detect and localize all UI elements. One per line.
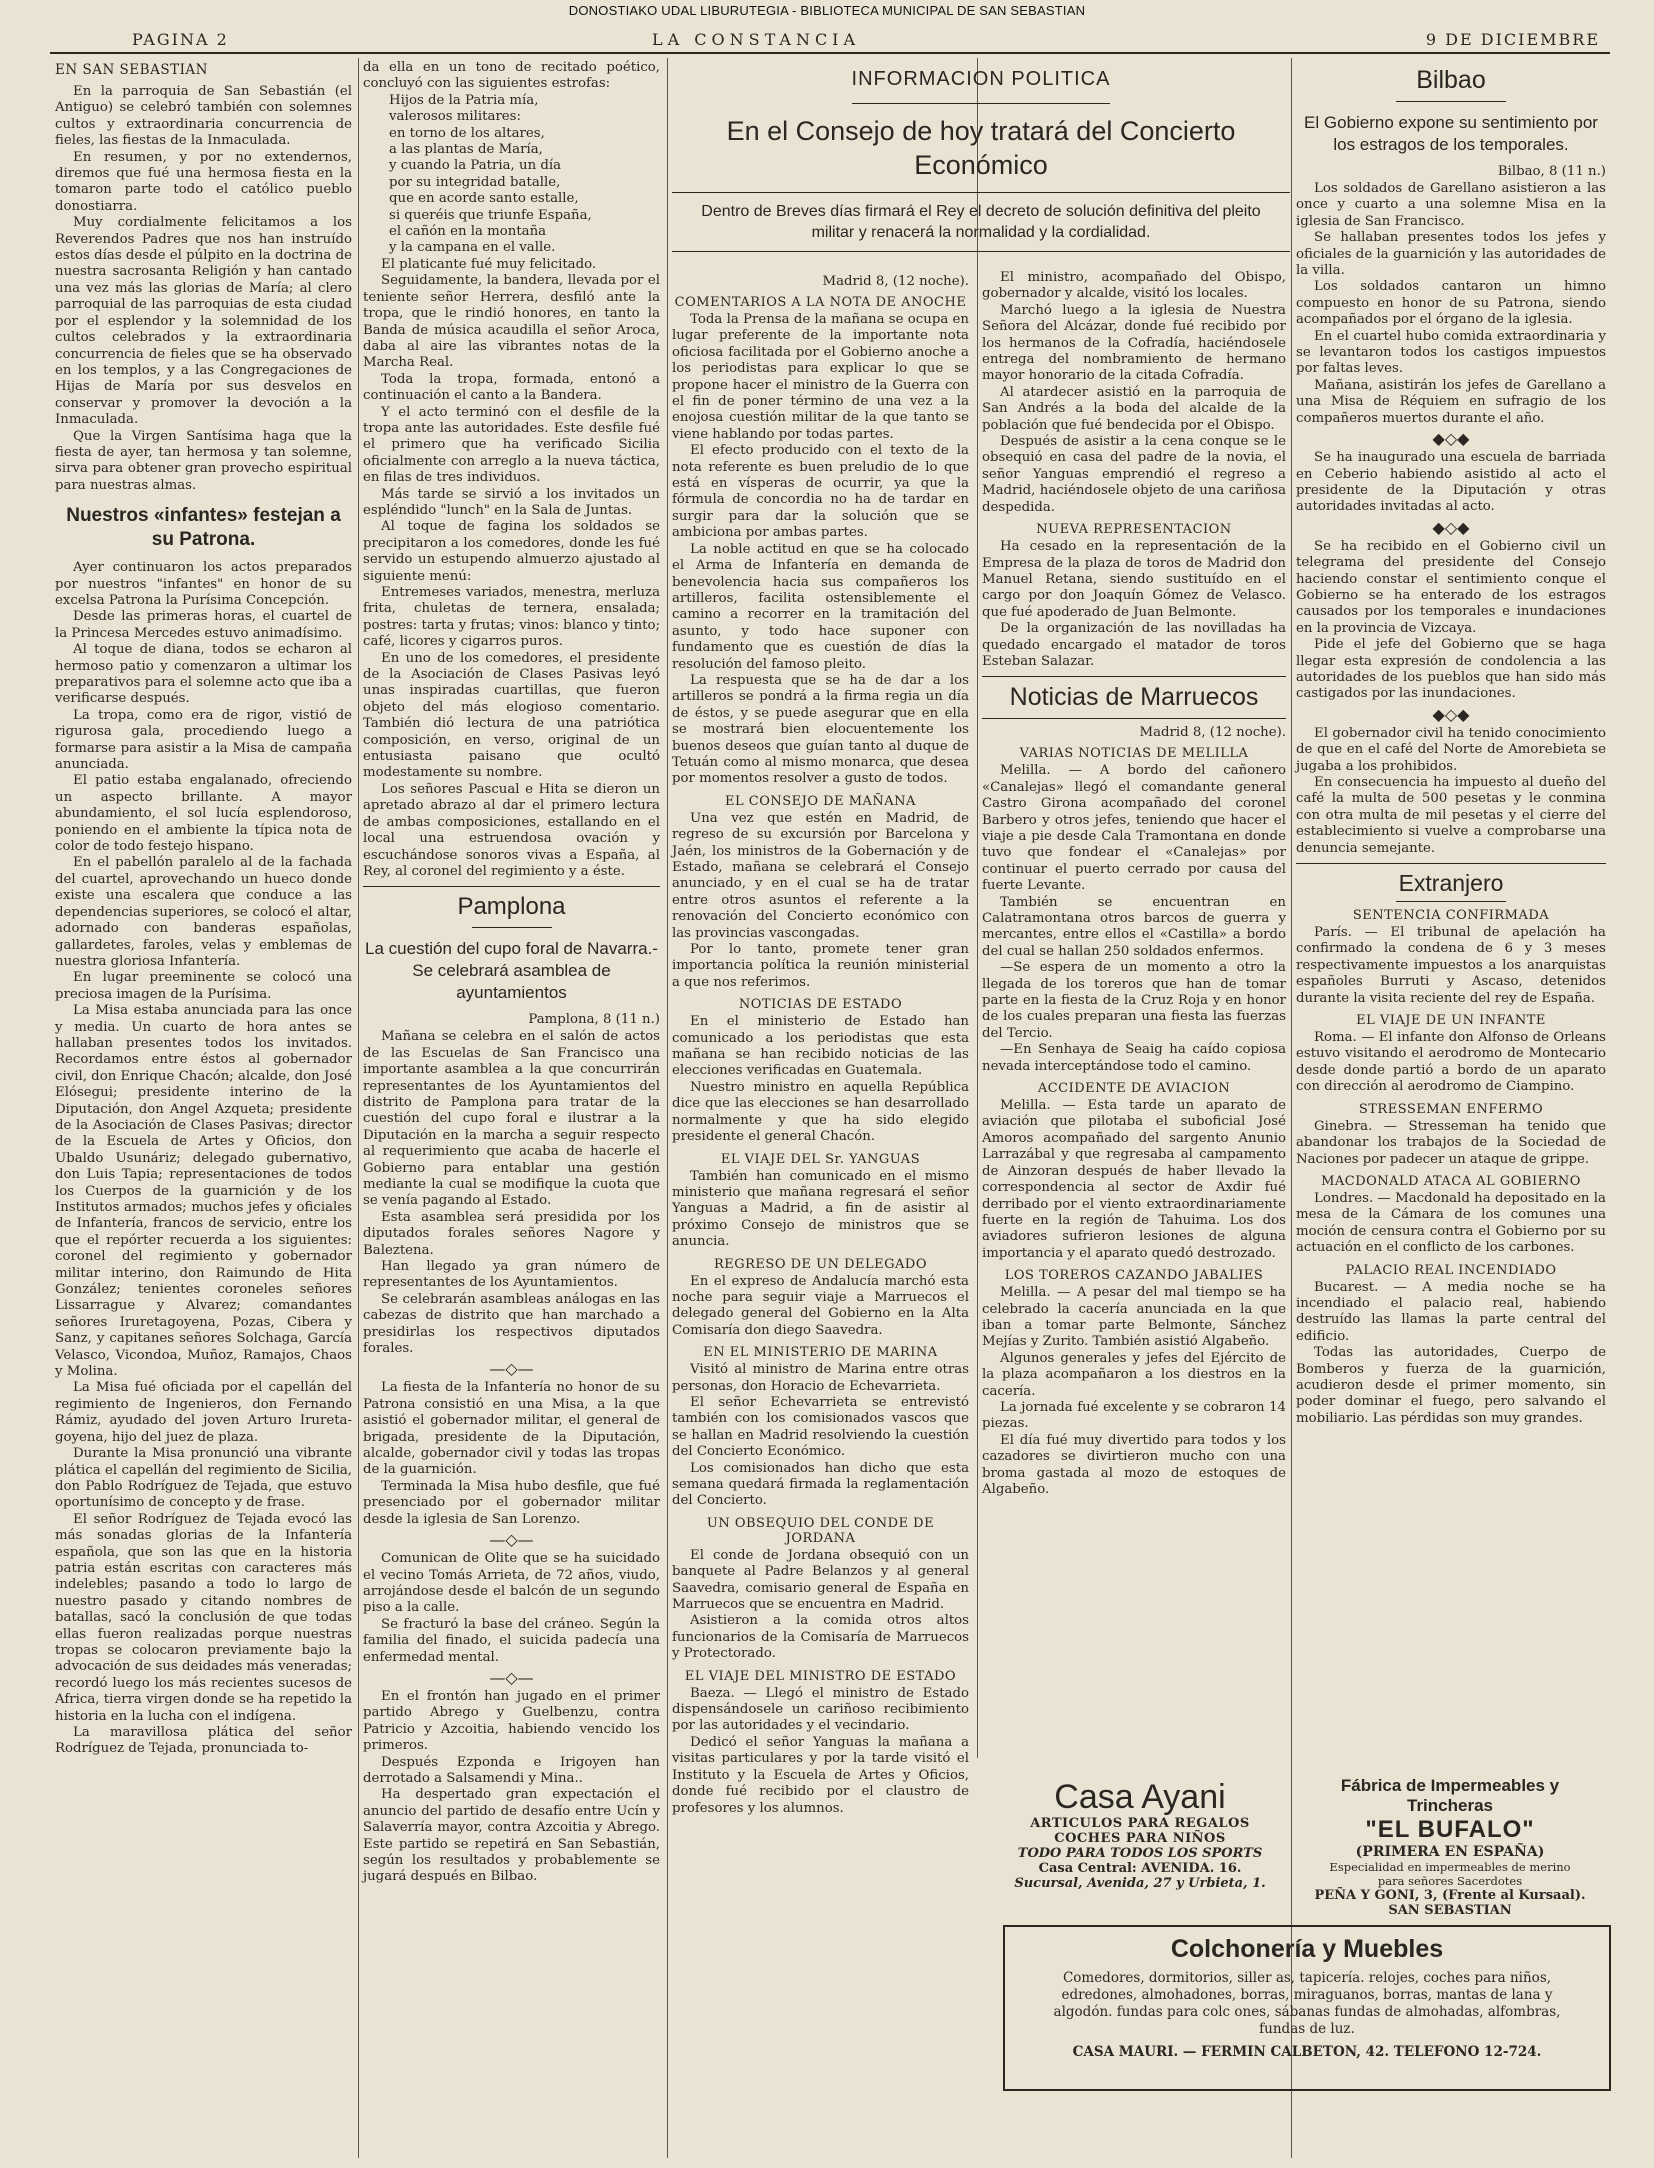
paragraph: da ella en un tono de recitado poético, concluyó con las siguientes estrofas: xyxy=(363,60,660,92)
paragraph: El señor Echevarrieta se entrevistó también con los comisionados vascos que se hallan en Madrid resolviendo la cuestión del Concierto Económico. xyxy=(672,1394,969,1460)
section-rule xyxy=(982,676,1286,677)
subsection-title: EL CONSEJO DE MAÑANA xyxy=(725,793,916,809)
section-rule xyxy=(1396,101,1506,102)
paragraph: Se ha recibido en el Gobierno civil un telegrama del presidente del Consejo haciendo constar el sentimiento conque el Gobierno se ha enterado de los estragos causados por los temporales e inundaciones en la provincia de Vizcaya. xyxy=(1296,538,1606,636)
section-rule xyxy=(1296,863,1606,864)
column-divider xyxy=(977,58,978,1758)
section-title: Noticias de Marruecos xyxy=(1009,683,1259,712)
main-headline: En el Consejo de hoy tratará del Concierto Económico xyxy=(726,116,1236,180)
paragraph: En el expreso de Andalucía marchó esta noche para seguir viaje a Marruecos el delegado general del Gobierno en la Alta Comisaría don diego Saavedra. xyxy=(672,1273,969,1338)
paragraph: Durante la Misa pronunció una vibrante plática el capellán del regimiento de Sicilia, don Pablo Rodríguez de Tejada, que estuvo oportunísimo de concepto y de frase. xyxy=(55,1446,352,1511)
paragraph: La respuesta que se ha de dar a los artilleros se pondrá a la firma regia un día de éstos, y se puede asegurar que en ella se mostrará bien elocuentemente los buenos deseos que guían tanto al duque de Tetuán como al mismo monarca, que desea por momentos resolver a gusto de todos. xyxy=(672,672,969,787)
column-1 xyxy=(55,60,352,2160)
dateline: Bilbao, 8 (11 n.) xyxy=(1497,164,1606,179)
verse-line: y la campana en el valle. xyxy=(389,240,556,256)
paragraph: De la organización de las novilladas ha quedado encargado el matador de toros Esteban Salazar. xyxy=(982,621,1286,669)
paragraph: En el ministerio de Estado han comunicado a los periodistas que esta mañana se han recibido noticias de las elecciones verificadas en Guatemala. xyxy=(672,1014,969,1079)
paragraph: Que la Virgen Santísima haga que la fiesta de ayer, tan hermosa y tan solemne, sirva para obtener gran provecho espiritual para nuestras almas. xyxy=(55,428,352,493)
subsection-title: EL VIAJE DEL MINISTRO DE ESTADO xyxy=(684,1668,957,1684)
subsection-title: STRESSEMAN ENFERMO xyxy=(1358,1101,1544,1117)
section-rule xyxy=(1396,901,1506,902)
subsection-title: UN OBSEQUIO DEL CONDE DE JORDANA xyxy=(706,1515,935,1546)
separator-ornament: ◆◇◆ xyxy=(1432,429,1470,449)
paragraph: En la parroquia de San Sebastián (el Antiguo) se celebró también con solemnes cultos y extraordinaria concurrencia de fieles, las fiestas de la Inmaculada. xyxy=(55,84,352,149)
subheadline: Dentro de Breves días firmará el Rey el decreto de solución definitiva del pleito militar y renacerá la normalidad y la cordialidad. xyxy=(701,203,1261,241)
ad-casa-ayani xyxy=(995,1778,1285,1913)
ad-line: Fábrica de Impermeables y Trincheras xyxy=(1340,1776,1560,1815)
paragraph: La Misa estaba anunciada para las once y media. Un cuarto de hora antes se hallaban presentes todos los invitados. Recordamos entre éstos al gobernador civil, don Enrique Chacón; alcalde, don José Elósegui; presidente interino de la Diputación, don Angel Azqueta; presidente de la Asociación de Clases Pasivas; director de la Escuela de Artes y Oficios, don Ubaldo Usunáriz; delegado gubernativo, don Luis Tapia; representaciones de todos los Cuerpos de la guarnición y de los Institutos armados; muchos jefes y oficiales de Infantería, francos de servicio, entre los que el repórter recuerda a los siguientes: coronel del regimiento y gobernador militar interino, don Raimundo de Hita González; tenientes coroneles señores Lissarrague y Alvarez; comandantes señores Iruretagoyena, Pozas, Cibera y Sanz, y capitanes señores Solchaga, García Velasco, Vicondoa, Muñoz, Ramajos, Chaos y Molina. xyxy=(55,1003,352,1380)
subsection-title: NUEVA REPRESENTACION xyxy=(1036,522,1232,538)
paragraph: Bucarest. — A media noche se ha incendiado el palacio real, habiendo destruído las llamas la parte central del edificio. xyxy=(1296,1279,1606,1344)
paragraph: En resumen, y por no extendernos, diremos que fué una hermosa fiesta en la tomaron parte todo el católico pueblo donostiarra. xyxy=(55,149,352,214)
paragraph: El ministro, acompañado del Obispo, gobernador y alcalde, visitó los locales. xyxy=(982,270,1286,302)
column-2 xyxy=(363,60,660,2160)
ad-line: TODO PARA TODOS LOS SPORTS xyxy=(1017,1846,1263,1861)
subsection-title: ACCIDENTE DE AVIACION xyxy=(1037,1081,1231,1097)
paragraph: Dedicó el señor Yanguas la mañana a visitas particulares y por la tarde visitó el Instituto y la Escuela de Artes y Oficios, donde fué recibido por el claustro de profesores y los alumnos. xyxy=(672,1734,969,1816)
paragraph: Muy cordialmente felicitamos a los Reverendos Padres que nos han instruído estos días desde el púlpito en la doctrina de nuestra sacrosanta Religión y han cantado una vez más las glorias de María; al clero parroquial de las parroquias de esta ciudad por el esplendor y la solemnidad de los cultos celebrados y la extraordinaria concurrencia de fieles que se ha observado en los templos, y a las Congregaciones de Hijas de María por sus desvelos en conservar y promover la devoción a la Inmaculada. xyxy=(55,215,352,428)
column-5 xyxy=(1296,60,1606,1760)
page-number: PAGINA 2 xyxy=(132,30,229,49)
paragraph: Los señores Pascual e Hita se dieron un apretado abrazo al dar el primero lectura de ambas composiciones, estallando en el local una estruendosa ovación y escuchándose sonoros vivas a España, al Rey, al coronel del regimiento y a éste. xyxy=(363,781,660,879)
subsection-title: SENTENCIA CONFIRMADA xyxy=(1352,908,1550,924)
dateline: Madrid 8, (12 noche). xyxy=(822,274,969,289)
paragraph: Melilla. — A bordo del cañonero «Canalejas» llegó el comandante general Castro Girona acompañado del coronel Barbero y otros jefes, teniendo que hacer el viaje a pie desde Cala Tramontana en donde tuvo que fondear el «Canalejas» por continuar el puerto cerrado por causa del fuerte Levante. xyxy=(982,763,1286,894)
paragraph: —Se espera de un momento a otro la llegada de los toreros que han de tomar parte en la fiesta de la Cruz Roja y en honor de los cuales preparan una fiesta las fuerzas del Tercio. xyxy=(982,960,1286,1041)
paragraph: Al toque de fagina los soldados se precipitaron a los comedores, donde les fué servido un estupendo almuerzo ajustado al siguiente menú: xyxy=(363,519,660,584)
subsection-title: NOTICIAS DE ESTADO xyxy=(738,997,903,1013)
paragraph: Después de asistir a la cena conque se le obsequió en casa del padre de la novia, el señor Yanguas emprendió el regreso a Madrid, haciéndosele objeto de una cariñosa despedida. xyxy=(982,434,1286,515)
subsection-title: VARIAS NOTICIAS DE MELILLA xyxy=(1019,746,1249,762)
subsection-title: REGRESO DE UN DELEGADO xyxy=(713,1256,928,1272)
verse-line: que en acorde santo estalle, xyxy=(389,191,579,207)
section-rule xyxy=(852,103,1110,104)
subsection-title: EL VIAJE DE UN INFANTE xyxy=(1356,1013,1546,1029)
paragraph: Mañana se celebra en el salón de actos de las Escuelas de San Francisco una importante asamblea a la que concurrirán representantes de los Ayuntamientos del distrito de Pamplona para tratar de la cuestión del cupo foral e ilustrar a la Diputación en la marcha a seguir respecto al requerimiento que acaba de hacerle el Gobierno para entablar una gestión mediante la cual se modifique la cuota que se venía pagando al Estado. xyxy=(363,1029,660,1209)
separator-ornament: —◇— xyxy=(489,1667,534,1687)
paragraph: Toda la Prensa de la mañana se ocupa en lugar preferente de la importante nota oficiosa facilitada por el Gobierno anoche a los periodistas para explicar lo que se propone hacer el ministro de la Guerra con el fin de poner término de una vez a la enojosa cuestión militar de la que tanto se viene hablando por todas partes. xyxy=(672,312,969,442)
section-rule xyxy=(672,192,1290,193)
paragraph: La maravillosa plática del señor Rodríguez de Tejada, pronunciada to- xyxy=(55,1725,352,1757)
paragraph: Terminada la Misa hubo desfile, que fué presenciado por el gobernador militar desde la iglesia de San Lorenzo. xyxy=(363,1478,660,1527)
ad-line: (PRIMERA EN ESPAÑA) xyxy=(1355,1844,1545,1860)
paragraph: El efecto producido con el texto de la nota referente es buen preludio de lo que está en vísperas de ocurrir, ya que la fórmula de concordia no ha de tardar en surgir para dar la solución que se ambiciona por ambas partes. xyxy=(672,443,969,541)
paragraph: Y el acto terminó con el desfile de la tropa ante las autoridades. Este desfile fué el primero que ha verificado Sicilia oficialmente con arreglo a la nueva táctica, en filas de tres individuos. xyxy=(363,404,660,486)
paragraph: Todas las autoridades, Cuerpo de Bomberos y fuerza de la guarnición, acudieron desde el primer momento, sin poder dominar el fuego, pero salvando el mobiliario. Las pérdidas son muy grandes. xyxy=(1296,1345,1606,1426)
paragraph: Ha despertado gran expectación el anuncio del partido de desafío entre Ucín y Salaverría mayor, contra Azcoitia y Abrego. Este partido se repetirá en San Sebastián, según los resultados y probablemente se jugará después en Bilbao. xyxy=(363,1787,660,1885)
ad-colchoneria xyxy=(1003,1925,1611,2091)
subsection-title: LOS TOREROS CAZANDO JABALIES xyxy=(1004,1268,1264,1284)
paragraph: La Misa fué oficiada por el capellán del regimiento de Ingenieros, don Fernando Rámiz, ayudado del joven Arturo Iruretagoyena, hijo del juez de plaza. xyxy=(55,1380,352,1445)
paragraph: El conde de Jordana obsequió con un banquete al Padre Belanzos y al general Saavedra, comisario general de España en Marruecos que se encuentra en Madrid. xyxy=(672,1547,969,1613)
paragraph: La jornada fué excelente y se cobraron 14 piezas. xyxy=(982,1399,1286,1432)
column-divider xyxy=(358,58,359,2158)
paragraph: La fiesta de la Infantería no honor de su Patrona consistió en una Misa, a la que asistió el gobernador militar, el general de brigada, presidente de la Diputación, alcalde, gobernador civil y todas las tropas de la guarnición. xyxy=(363,1380,660,1478)
paragraph: En uno de los comedores, el presidente de la Asociación de Clases Pasivas leyó unas inspiradas cuartillas, que fueron objeto del más elogioso comentario. También dió lectura de una patriótica composición, en verso, original de un entusiasta paisano que ocultó modestamente su nombre. xyxy=(363,650,660,781)
paragraph: Los soldados de Garellano asistieron a las once y cuarto a una solemne Misa en la iglesia de San Francisco. xyxy=(1296,181,1606,229)
paragraph: Al toque de diana, todos se echaron al hermoso patio y comenzaron a ultimar los preparativos para el solemne acto que iba a verificarse después. xyxy=(55,642,352,707)
section-title: Pamplona xyxy=(457,893,566,921)
paragraph: Toda la tropa, formada, entonó a continuación el canto a la Bandera. xyxy=(363,371,660,404)
issue-date: 9 DE DICIEMBRE xyxy=(1425,30,1600,49)
paragraph: En lugar preeminente se colocó una preciosa imagen de la Purísima. xyxy=(55,970,352,1002)
politics-headblock xyxy=(672,60,1290,260)
subsection-title: PALACIO REAL INCENDIADO xyxy=(1345,1262,1557,1278)
paragraph: La tropa, como era de rigor, vistió de rigurosa gala, procediendo luego a formarse para asistir a la Misa de campaña anunciada. xyxy=(55,707,352,773)
article-heading: El Gobierno expone su sentimiento por los estragos de los temporales. xyxy=(1304,113,1598,154)
paragraph: Se celebrarán asambleas análogas en las cabezas de distrito que han marchado a presidirlas los respectivos diputados forales. xyxy=(363,1291,660,1357)
section-title: Bilbao xyxy=(1416,66,1486,94)
subsection-title: COMENTARIOS A LA NOTA DE ANOCHE xyxy=(674,295,967,310)
verse-line: si queréis que triunfe España, xyxy=(389,207,592,223)
ad-line: SAN SEBASTIAN xyxy=(1388,1903,1512,1918)
article-heading: La cuestión del cupo foral de Navarra.- Se celebrará asamblea de ayuntamientos xyxy=(365,939,658,1003)
subsection-title: EN EL MINISTERIO DE MARINA xyxy=(703,1345,938,1361)
section-title: INFORMACION POLITICA xyxy=(851,68,1111,90)
paragraph: Algunos generales y jefes del Ejército de la plaza acompañaron a los diestros en la cacería. xyxy=(982,1350,1286,1399)
paragraph: Pide el jefe del Gobierno que se haga llegar esta expresión de condolencia a las autoridades de los pueblos que han sido más castigados por las inundaciones. xyxy=(1296,637,1606,702)
paragraph: Han llegado ya gran número de representantes de los Ayuntamientos. xyxy=(363,1259,660,1291)
paragraph: Se ha inaugurado una escuela de barriada en Ceberio habiendo asistido al acto el presidente de la Diputación y otras autoridades invitadas al acto. xyxy=(1296,450,1606,515)
paragraph: También se encuentran en Calatramontana otros barcos de guerra y mercantes, entre ellos el «Castilla» a bordo del cual se hallan 250 soldados enfermos. xyxy=(982,894,1286,959)
paragraph: Al atardecer asistió en la parroquia de San Andrés a la boda del alcalde de la población que fué bendecida por el Obispo. xyxy=(982,384,1286,433)
paragraph: Desde las primeras horas, el cuartel de la Princesa Mercedes estuvo animadísimo. xyxy=(55,609,352,641)
paragraph: El patio estaba engalanado, ofreciendo un aspecto brillante. A mayor abundamiento, el sol lucía esplendoroso, poniendo en el ambiente la típica nota de color de todo festejo hispano. xyxy=(55,773,352,855)
ad-title: Colchonería y Muebles xyxy=(1170,1935,1444,1963)
separator-ornament: —◇— xyxy=(489,1530,534,1550)
verse-line: y cuando la Patria, un día xyxy=(389,158,562,174)
paragraph: La noble actitud en que se ha colocado el Arma de Infantería en demanda de benevolencia hacia sus compañeros los artilleros, facilita ostensiblemente el camino a recorrer en la tramitación del asunto, y todo hace suponer con fundamento que es cuestión de días la resolución del famoso pleito. xyxy=(672,541,969,672)
paragraph: Los comisionados han dicho que esta semana quedará firmada la reglamentación del Concierto. xyxy=(672,1460,969,1509)
ad-line: Casa Central: AVENIDA. 16. xyxy=(1038,1861,1242,1876)
ad-line: Sucursal, Avenida, 27 y Urbieta, 1. xyxy=(1014,1876,1266,1891)
column-divider xyxy=(1291,58,1292,2158)
paragraph: Ayer continuaron los actos preparados por nuestros "infantes" en honor de su excelsa Patrona la Purísima Concepción. xyxy=(55,560,352,608)
verse-line: Hijos de la Patria mía, xyxy=(389,92,539,108)
paragraph: En el cuartel hubo comida extraordinaria y se levantaron todos los castigos impuestos por faltas leves. xyxy=(1296,328,1606,377)
paragraph: Ha cesado en la representación de la Empresa de la plaza de toros de Madrid don Manuel Retana, siendo sustituído en el cargo por don Joaquín Gómez de Velasco. que fué apoderado de Juan Belmonte. xyxy=(982,539,1286,620)
paragraph: Nuestro ministro en aquella República dice que las elecciones se han desarrollado normalmente y que ha sido elegido presidente el general Chacón. xyxy=(672,1079,969,1145)
paragraph: Mañana, asistirán los jefes de Garellano a una Misa de Réquiem en sufragio de los compañeros muertos durante el año. xyxy=(1296,377,1606,426)
dateline: Pamplona, 8 (11 n.) xyxy=(528,1012,660,1028)
separator-ornament: ◆◇◆ xyxy=(1432,517,1470,537)
verse-line: por su integridad batalle, xyxy=(389,174,561,190)
ad-line: PEÑA Y GONI, 3, (Frente al Kursaal). xyxy=(1314,1888,1586,1903)
section-title: EN SAN SEBASTIAN xyxy=(55,62,208,78)
section-rule xyxy=(472,927,552,928)
article-heading: Nuestros «infantes» festejan a su Patrona. xyxy=(66,505,341,551)
paragraph: —En Senhaya de Seaig ha caído copiosa nevada interceptándose todo el camino. xyxy=(982,1042,1286,1074)
section-rule xyxy=(672,251,1290,252)
subsection-title: MACDONALD ATACA AL GOBIERNO xyxy=(1321,1173,1581,1189)
section-rule xyxy=(982,718,1286,719)
paragraph: Esta asamblea será presidida por los diputados forales señores Nagore y Baleztena. xyxy=(363,1209,660,1258)
ad-line: Especialidad en impermeables de merino para señores Sacerdotes xyxy=(1329,1860,1571,1888)
ad-footer: CASA MAURI. — FERMIN CALBETON, 42. TELEFONO 12-724. xyxy=(1072,2044,1542,2060)
paragraph: En consecuencia ha impuesto al dueño del café la multa de 500 pesetas y le conmina con otra multa de mil pesetas y el cierre del establecimiento si vuelve a comprobarse una denuncia semejante. xyxy=(1296,775,1606,856)
paragraph: El platicante fué muy felicitado. xyxy=(381,256,597,272)
column-divider xyxy=(667,58,668,2158)
paragraph: Londres. — Macdonald ha depositado en la mesa de la Cámara de los comunes una moción de censura contra el Gobierno por su actuación en el conflicto de los carbones. xyxy=(1296,1190,1606,1256)
paragraph: Ginebra. — Stresseman ha tenido que abandonar los trabajos de la Sociedad de Naciones por padecer un ataque de grippe. xyxy=(1296,1118,1606,1167)
separator-ornament: ◆◇◆ xyxy=(1432,704,1470,724)
ad-body: Comedores, dormitorios, siller as, tapicería. relojes, coches para niños, edredones, almohadones, borras, miraguanos, borras, mantas de lana y algodón. fundas para colc ones, sábanas fundas de almohadas, alfombras, fundas de luz. xyxy=(1053,1970,1561,2037)
column-3 xyxy=(672,270,969,1816)
paragraph: El día fué muy divertido para todos y los cazadores se divirtieron mucho con una broma gastada al mozo de estoques de Algabeño. xyxy=(982,1432,1286,1497)
paragraph: Asistieron a la comida otros altos funcionarios de la Comisaría de Marruecos y Protectorado. xyxy=(672,1613,969,1662)
paragraph: Más tarde se sirvió a los invitados un espléndido "lunch" en la Sala de Juntas. xyxy=(363,486,660,518)
paragraph: Melilla. — Esta tarde un aparato de aviación que pilotaba el suboficial José Amoros acompañado del sargento Anunio Larrazábal y que regresaba al campamento de Ainzoran después de haber llevado la correspondencia al sector de Axdir fué derribado por el viento extraordinariamente fuerte en la región de Tahuima. Los dos aviadores sufrieron lesiones de alguna importancia y el aparato quedó destrozado. xyxy=(982,1098,1286,1261)
paragraph: Una vez que estén en Madrid, de regreso de su excursión por Barcelona y Jaén, los ministros de la Gobernación y de Estado, mañana se celebrará el Consejo anunciado, y en el cual se ha de tratar entre otros asuntos el referente a la renovación del Concierto económico con las provincias vascongadas. xyxy=(672,810,969,941)
header-rule xyxy=(50,52,1610,54)
paragraph: Después Ezponda e Irigoyen han derrotado a Salsamendi y Mina.. xyxy=(363,1754,660,1786)
newspaper-title: LA CONSTANCIA xyxy=(652,30,861,49)
archive-credit: DONOSTIAKO UDAL LIBURUTEGIA - BIBLIOTECA MUNICIPAL DE SAN SEBASTIAN xyxy=(568,3,1086,18)
subsection-title: EL VIAJE DEL Sr. YANGUAS xyxy=(720,1151,921,1167)
paragraph: París. — El tribunal de apelación ha confirmado la condena de 6 y 3 meses respectivamente impuestos a los anarquistas españoles Burruti y Ascaso, detenidos durante la visita reciente del rey de España. xyxy=(1296,925,1606,1006)
paragraph: Roma. — El infante don Alfonso de Orleans estuvo visitando el aerodromo de Montecario desde donde partió a bordo de un aparato con dirección al aerodromo de Ciampino. xyxy=(1296,1030,1606,1095)
ad-title: "EL BUFALO" xyxy=(1365,1816,1535,1843)
paragraph: Marchó luego a la iglesia de Nuestra Señora del Alcázar, donde fué recibido por los hermanos de la Cofradía, haciéndosele entrega del nombramiento de hermano mayor honorario de la citada Cofradía. xyxy=(982,302,1286,384)
paragraph: Baeza. — Llegó el ministro de Estado dispensándosele un cariñoso recibimiento por las autoridades y el vecindario. xyxy=(672,1685,969,1734)
paragraph: Los soldados cantaron un himno compuesto en honor de su Patrona, siendo acompañados por el órgano de la iglesia. xyxy=(1296,279,1606,328)
paragraph: Visitó al ministro de Marina entre otras personas, don Horacio de Echevarrieta. xyxy=(672,1362,969,1394)
paragraph: También han comunicado en el mismo ministerio que mañana regresará el señor Yanguas a Madrid, a fin de asistir al próximo Consejo de ministros que se anuncia. xyxy=(672,1168,969,1250)
column-4 xyxy=(982,270,1286,1760)
paragraph: Seguidamente, la bandera, llevada por el teniente señor Herrera, desfiló ante la tropa, que le rindió honores, en tanto la Banda de música acaudilla el señor Aroca, daba al aire las vibrantes notas de la Marcha Real. xyxy=(363,273,660,371)
paragraph: En el frontón han jugado en el primer partido Abrego y Guelbenzu, contra Patricio y Azcoitia, habiendo vencido los primeros. xyxy=(363,1688,660,1754)
ad-line: COCHES PARA NIÑOS xyxy=(1054,1831,1226,1846)
paragraph: Se fracturó la base del cráneo. Según la familia del finado, el suicida padecía una enfermedad mental. xyxy=(363,1616,660,1665)
verse-line: el cañón en la montaña xyxy=(389,224,547,240)
paragraph: Se hallaban presentes todos los jefes y oficiales de la guarnición y las autoridades de la villa. xyxy=(1296,230,1606,279)
paragraph: Comunican de Olite que se ha suicidado el vecino Tomás Arrieta, de 72 años, viudo, arrojándose desde el balcón de un segundo piso a la calle. xyxy=(363,1551,660,1616)
section-title: Extranjero xyxy=(1398,870,1504,897)
paragraph: Melilla. — A pesar del mal tiempo se ha celebrado la cacería anunciada en la que iban a tomar parte Belmonte, Sánchez Mejías y Zurito. También asistió Algabeño. xyxy=(982,1285,1286,1350)
section-rule xyxy=(363,886,660,887)
paragraph: El señor Rodríguez de Tejada evocó las más sonadas glorias de la Infantería española, que son las que en la historia patria están escritas con caracteres más indelebles; pasando a todo lo largo de nuestro pasado y citando nombres de batallas, sacó la conclusión de que todas ellas fueron realizadas porque nuestras tropas se colocaron previamente bajo la advocación de sus deidades más veneradas; recordó luego los más recientes sucesos de Africa, tierra virgen donde se ha repetido la historia en la lucha con el indígena. xyxy=(55,1511,352,1724)
paragraph: El gobernador civil ha tenido conocimiento de que en el café del Norte de Amorebieta se jugaba a los prohibidos. xyxy=(1296,725,1606,774)
dateline: Madrid 8, (12 noche). xyxy=(1139,725,1286,741)
paragraph: Entremeses variados, menestra, merluza frita, chuletas de ternera, ensalada; postres: tarta y frutas; vinos: blanco y tinto; café, licores y cigarros puros. xyxy=(363,585,660,650)
verse-line: a las plantas de María, xyxy=(389,142,543,158)
paragraph: En el pabellón paralelo al de la fachada del cuartel, aprovechando un hueco donde existe una escalera que conduce a las dependencias superiores, se colocó el altar, adornado con banderas españolas, gallardetes, faroles, velas y emblemas de nuestra gloriosa Infantería. xyxy=(55,855,352,969)
verse-line: valerosos militares: xyxy=(389,109,521,125)
separator-ornament: —◇— xyxy=(489,1359,534,1379)
ad-title: Casa Ayani xyxy=(1054,1778,1226,1816)
ad-line: ARTICULOS PARA REGALOS xyxy=(1030,1816,1250,1831)
verse-line: en torno de los altares, xyxy=(389,125,545,141)
paragraph: Por lo tanto, promete tener gran importancia política la reunión ministerial a que nos referimos. xyxy=(672,942,969,990)
ad-el-bufalo xyxy=(1300,1776,1600,1916)
